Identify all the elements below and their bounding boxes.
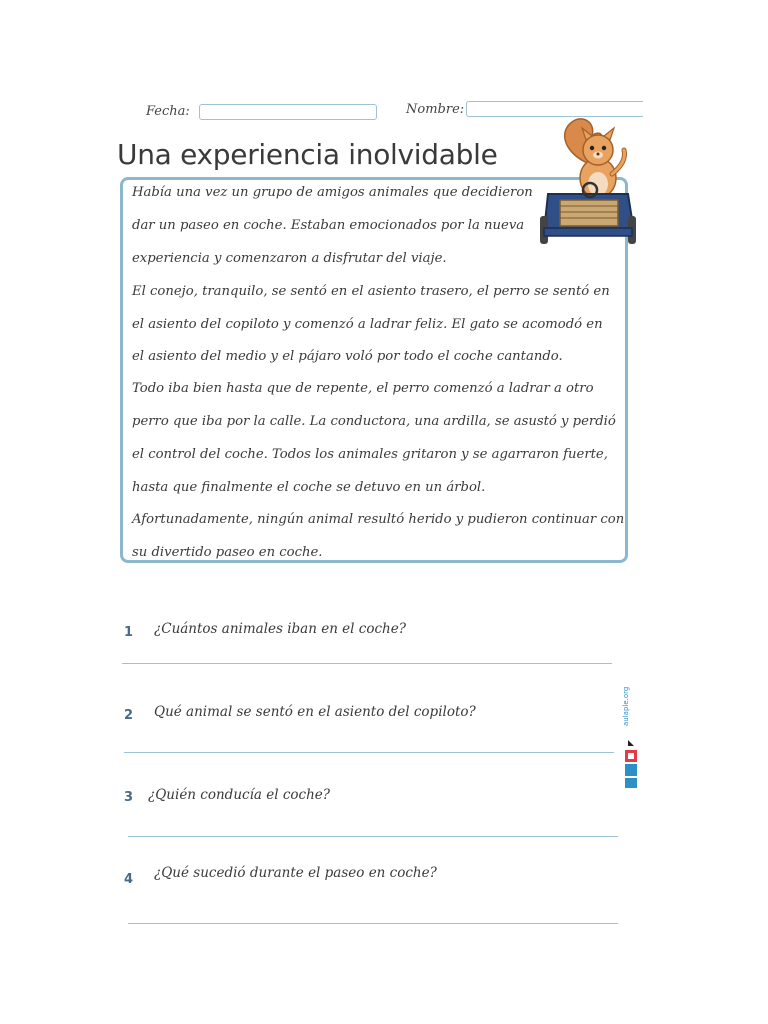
- story-line: perro que iba por la calle. La conductora, una ardilla, se asustó y perdió: [132, 414, 616, 429]
- story-line: Había una vez un grupo de amigos animales que decidieron: [132, 185, 533, 200]
- answer-line[interactable]: [128, 836, 618, 837]
- question-text: Qué animal se sentó en el asiento del copiloto?: [154, 704, 476, 720]
- story-line: el asiento del medio y el pájaro voló por todo el coche cantando.: [132, 349, 563, 364]
- question-text: ¿Quién conducía el coche?: [148, 787, 330, 803]
- answer-line[interactable]: [124, 752, 614, 753]
- story-line: Todo iba bien hasta que de repente, el perro comenzó a ladrar a otro: [132, 381, 594, 396]
- fecha-label: Fecha:: [146, 104, 190, 119]
- story-line: el control del coche. Todos los animales gritaron y se agarraron fuerte,: [132, 447, 608, 462]
- answer-line[interactable]: [128, 923, 618, 924]
- story-line: el asiento del copiloto y comenzó a ladrar feliz. El gato se acomodó en: [132, 317, 603, 332]
- story-line: dar un paseo en coche. Estaban emocionados por la nueva: [132, 218, 525, 233]
- page-title: Una experiencia inolvidable: [117, 138, 498, 171]
- question-text: ¿Qué sucedió durante el paseo en coche?: [154, 865, 437, 881]
- question-number: 2: [124, 708, 134, 723]
- nombre-field[interactable]: [466, 101, 643, 117]
- nombre-label: Nombre:: [406, 102, 465, 117]
- fecha-field[interactable]: [199, 104, 377, 120]
- story-line: El conejo, tranquilo, se sentó en el asiento trasero, el perro se sentó en: [132, 284, 610, 299]
- publisher-logo-icon: [624, 738, 638, 790]
- question-number: 1: [124, 625, 134, 640]
- answer-line[interactable]: [122, 663, 612, 664]
- question-number: 3: [124, 790, 134, 805]
- story-line: Afortunadamente, ningún animal resultó herido y pudieron continuar con: [132, 512, 625, 527]
- story-line: su divertido paseo en coche.: [132, 545, 323, 560]
- side-credit: aulaple.org: [622, 686, 630, 726]
- question-text: ¿Cuántos animales iban en el coche?: [154, 621, 406, 637]
- question-number: 4: [124, 872, 134, 887]
- story-line: hasta que finalmente el coche se detuvo en un árbol.: [132, 480, 486, 495]
- story-line: experiencia y comenzaron a disfrutar del viaje.: [132, 251, 447, 266]
- squirrel-car-illustration: [538, 116, 638, 260]
